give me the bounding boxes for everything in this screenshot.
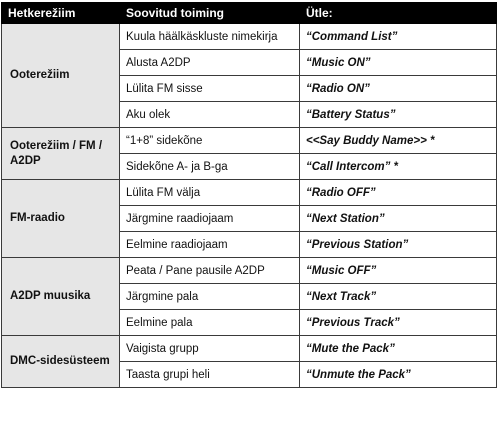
- action-cell: Järgmine pala: [120, 284, 300, 310]
- table-row: [2, 128, 497, 154]
- voice-command-table-container: [1, 2, 496, 388]
- mode-cell-standby-fm-a2dp: Ooterežiim / FM / A2DP: [2, 128, 120, 180]
- mode-cell-a2dp-music: A2DP muusika: [2, 258, 120, 336]
- header-command: Ütle:: [300, 3, 497, 24]
- table-row: [2, 24, 497, 50]
- command-cell: “Radio ON”: [300, 76, 497, 102]
- table-row: [2, 180, 497, 206]
- header-mode: Hetkerežiim: [2, 3, 120, 24]
- action-cell: Järgmine raadiojaam: [120, 206, 300, 232]
- mode-cell-standby: Ooterežiim: [2, 24, 120, 128]
- table-row: [2, 336, 497, 362]
- action-cell: Aku olek: [120, 102, 300, 128]
- mode-cell-dmc-intercom: DMC-sidesüsteem: [2, 336, 120, 388]
- table-row: [2, 258, 497, 284]
- header-action: Soovitud toiming: [120, 3, 300, 24]
- command-cell: “Unmute the Pack”: [300, 362, 497, 388]
- action-cell: Peata / Pane pausile A2DP: [120, 258, 300, 284]
- voice-command-table: [1, 2, 497, 388]
- mode-cell-fm-radio: FM-raadio: [2, 180, 120, 258]
- action-cell: Vaigista grupp: [120, 336, 300, 362]
- command-cell: “Music ON”: [300, 50, 497, 76]
- command-cell: <<Say Buddy Name>> *: [300, 128, 497, 154]
- header-row: [2, 3, 497, 24]
- action-cell: Eelmine pala: [120, 310, 300, 336]
- action-cell: Lülita FM sisse: [120, 76, 300, 102]
- action-cell: Eelmine raadiojaam: [120, 232, 300, 258]
- command-cell: “Next Station”: [300, 206, 497, 232]
- action-cell: “1+8” sidekõne: [120, 128, 300, 154]
- command-cell: “Command List”: [300, 24, 497, 50]
- command-cell: “Previous Track”: [300, 310, 497, 336]
- action-cell: Taasta grupi heli: [120, 362, 300, 388]
- action-cell: Kuula häälkäskluste nimekirja: [120, 24, 300, 50]
- command-cell: “Radio OFF”: [300, 180, 497, 206]
- command-cell: “Call Intercom” *: [300, 154, 497, 180]
- command-cell: “Music OFF”: [300, 258, 497, 284]
- table-header: [2, 3, 497, 24]
- action-cell: Lülita FM välja: [120, 180, 300, 206]
- action-cell: Alusta A2DP: [120, 50, 300, 76]
- action-cell: Sidekõne A- ja B-ga: [120, 154, 300, 180]
- command-cell: “Next Track”: [300, 284, 497, 310]
- table-body: [2, 24, 497, 388]
- command-cell: “Previous Station”: [300, 232, 497, 258]
- command-cell: “Mute the Pack”: [300, 336, 497, 362]
- command-cell: “Battery Status”: [300, 102, 497, 128]
